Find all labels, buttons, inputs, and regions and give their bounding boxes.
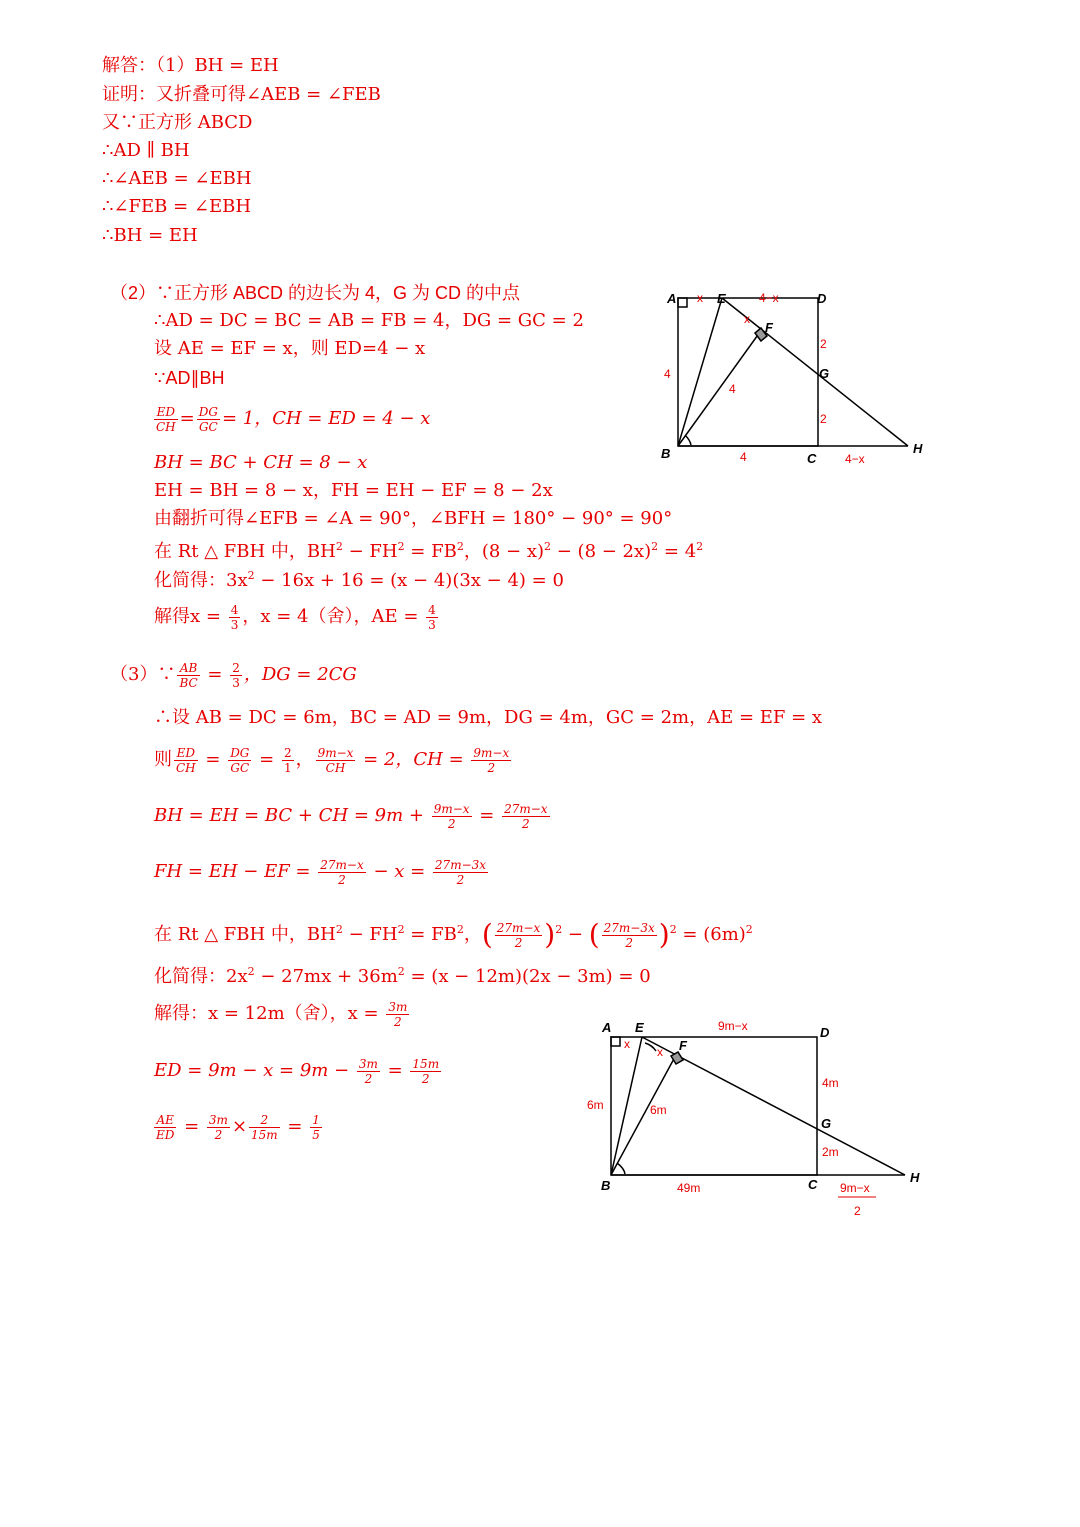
len-fb: 6m [650, 1103, 667, 1117]
label-f: F [679, 1038, 687, 1053]
len-ef: x [657, 1045, 663, 1059]
label-b: B [601, 1178, 611, 1193]
len-ed: 4−x [759, 291, 779, 305]
len-ab: 6m [587, 1098, 604, 1112]
p1-line1: 解答：（1）BH = EH [102, 55, 279, 76]
p3-line1: （3）∵ $\frac{AB}{BC}$ = $\frac{2}{3}$ ，DG = 2CG [110, 660, 357, 690]
label-d: D [817, 291, 827, 306]
fraction: $\frac{9m-x}{2}$ [433, 801, 470, 831]
fraction: $\frac{AB}{BC}$ [179, 660, 198, 690]
fraction: $\frac{3m}{2}$ [208, 1112, 228, 1142]
p2-line1: （2）∵正方形 ABCD 的边长为 4，G 为 CD 的中点 [110, 283, 521, 303]
label-g: G [821, 1116, 832, 1131]
len-bc: 49m [677, 1181, 701, 1195]
p2-line5: $\frac{ED}{CH}$ = $\frac{DG}{GC}$ = 1，CH = ED = 4 − x [156, 404, 431, 434]
fraction: $\frac{DG}{GC}$ [198, 404, 218, 434]
fraction: $\frac{4}{3}$ [428, 602, 436, 632]
p2-line4: ∵AD∥BH [154, 368, 225, 388]
len-ch-numerator: 9m−x [840, 1181, 870, 1195]
fraction: $\frac{27m-x}{2}$ [496, 920, 541, 950]
p3-line10: $\frac{AE}{ED}$ = $\frac{3m}{2}$ × $\frac{2}{15m}$ = $\frac{1}{5}$ [156, 1112, 320, 1142]
p3-line9: ED = 9m − x = 9m − $\frac{3m}{2}$ = $\frac{15m}{2}$ [154, 1056, 440, 1086]
fraction: $\frac{2}{3}$ [232, 660, 240, 690]
label-b: B [661, 446, 671, 461]
fraction: $\frac{ED}{CH}$ [156, 404, 176, 434]
len-dg: 2 [820, 337, 827, 351]
p3-line5: FH = EH − EF = $\frac{27m-x}{2}$ − x = $\frac{27m-3x}{2}$ [154, 857, 487, 887]
p1-line7: ∴BH = EH [102, 225, 198, 246]
p2-line7: EH = BH = 8 − x，FH = EH − EF = 8 − 2x [154, 480, 553, 501]
len-ch: 4−x [845, 452, 865, 466]
p1-line2: 证明：又折叠可得∠AEB = ∠FEB [102, 84, 381, 105]
p1-line4: ∴AD ∥ BH [102, 140, 190, 161]
label-h: H [913, 441, 923, 456]
p3-line4: BH = EH = BC + CH = 9m + $\frac{9m-x}{2}$ = $\frac{27m-x}{2}$ [154, 801, 548, 831]
label-a: A [602, 1020, 612, 1035]
fraction: $\frac{15m}{2}$ [412, 1056, 440, 1086]
len-ed: 9m−x [718, 1019, 748, 1033]
p2-line11: 解得x = $\frac{4}{3}$ ，x = 4（舍），AE = $\frac{4}{3}$ [154, 602, 436, 632]
p3-line6: 在 Rt △ FBH 中，$BH^2 - FH^2 = FB^2$，( $\frac{27m-x}{2}$ )$^2$ − ( $\frac{27m-3x}{2}$ )$^2 = (6m)^2$ [154, 918, 753, 951]
len-fb: 4 [729, 382, 736, 396]
len-ae: x [624, 1037, 630, 1051]
label-a: A [667, 291, 677, 306]
fraction: $\frac{3m}{2}$ [388, 999, 408, 1029]
fraction: $\frac{AE}{ED}$ [156, 1112, 175, 1142]
fraction: $\frac{27m-x}{2}$ [320, 857, 364, 887]
label-f: F [765, 320, 773, 335]
p1-line3: 又∵正方形 ABCD [102, 112, 253, 133]
fraction: $\frac{4}{3}$ [230, 602, 239, 632]
fraction: $\frac{DG}{GC}$ [230, 745, 250, 775]
right-angle-a [678, 298, 687, 307]
angle-b-arc [685, 435, 691, 445]
fraction: $\frac{3m}{2}$ [358, 1056, 378, 1086]
label-c: C [808, 1177, 818, 1192]
p3-line3: 则 $\frac{ED}{CH}$ = $\frac{DG}{GC}$ = $\frac{2}{1}$ ， $\frac{9m-x}{CH}$ = 2，CH = $\frac{9m-x}{2}$ [154, 745, 510, 775]
p2-line3: 设 AE = EF = x，则 ED=4 − x [154, 338, 426, 359]
p2-line9: 在 Rt △ FBH 中，$BH^2 - FH^2 = FB^2$，$(8 - x)^2 - (8 - 2x)^2 = 4^2$ [154, 540, 704, 562]
angle-b-arc [617, 1163, 625, 1174]
label-e: E [635, 1020, 644, 1035]
p2-line10: 化简得：$3x^2 - 16x + 16 = (x - 4)(3x - 4) = 0$ [154, 569, 564, 591]
label-d: D [820, 1025, 830, 1040]
fraction: $\frac{9m-x}{CH}$ [317, 745, 354, 775]
p3-line7: 化简得：$2x^2 - 27mx + 36m^2 = (x - 12m)(2x - 3m) = 0$ [154, 965, 651, 987]
p2-line8: 由翻折可得∠EFB = ∠A = 90°，∠BFH = 180° − 90° = 90° [154, 508, 673, 529]
figure-rectangle-abcd [580, 1015, 940, 1225]
segment-be [678, 298, 722, 446]
len-ae: x [697, 291, 703, 305]
fraction: $\frac{1}{5}$ [312, 1112, 320, 1142]
p3-line2: ∴设 AB = DC = 6m，BC = AD = 9m，DG = 4m，GC = 2m，AE = EF = x [154, 707, 823, 728]
right-angle-a [611, 1037, 620, 1046]
fraction: $\frac{9m-x}{2}$ [473, 745, 510, 775]
len-dg: 4m [822, 1076, 839, 1090]
label-e: E [717, 291, 726, 306]
segment-bf [678, 332, 760, 446]
fraction: $\frac{2}{1}$ [283, 745, 292, 775]
p1-line6: ∴∠FEB = ∠EBH [102, 196, 252, 217]
fraction: $\frac{2}{15m}$ [251, 1112, 278, 1142]
figure-square-abcd [655, 285, 935, 470]
len-ef: x [744, 312, 750, 326]
fraction: $\frac{27m-3x}{2}$ [603, 920, 655, 950]
len-ab: 4 [664, 367, 671, 381]
label-h: H [910, 1170, 920, 1185]
p2-line6: BH = BC + CH = 8 − x [154, 452, 368, 473]
fraction: $\frac{27m-3x}{2}$ [434, 857, 487, 887]
segment-be [611, 1037, 642, 1175]
label-g: G [819, 366, 830, 381]
fraction: $\frac{27m-x}{2}$ [504, 801, 548, 831]
len-gc: 2m [822, 1145, 839, 1159]
p2-line2: ∴AD = DC = BC = AB = FB = 4，DG = GC = 2 [154, 310, 584, 331]
len-bc: 4 [740, 450, 747, 464]
p1-line5: ∴∠AEB = ∠EBH [102, 168, 252, 189]
label-c: C [807, 451, 817, 466]
len-gc: 2 [820, 412, 827, 426]
len-ch-denominator: 2 [854, 1204, 861, 1218]
fraction: $\frac{ED}{CH}$ [176, 745, 196, 775]
p3-line8: 解得：x = 12m（舍），x = $\frac{3m}{2}$ [154, 999, 408, 1029]
rectangle-outline [611, 1037, 817, 1175]
